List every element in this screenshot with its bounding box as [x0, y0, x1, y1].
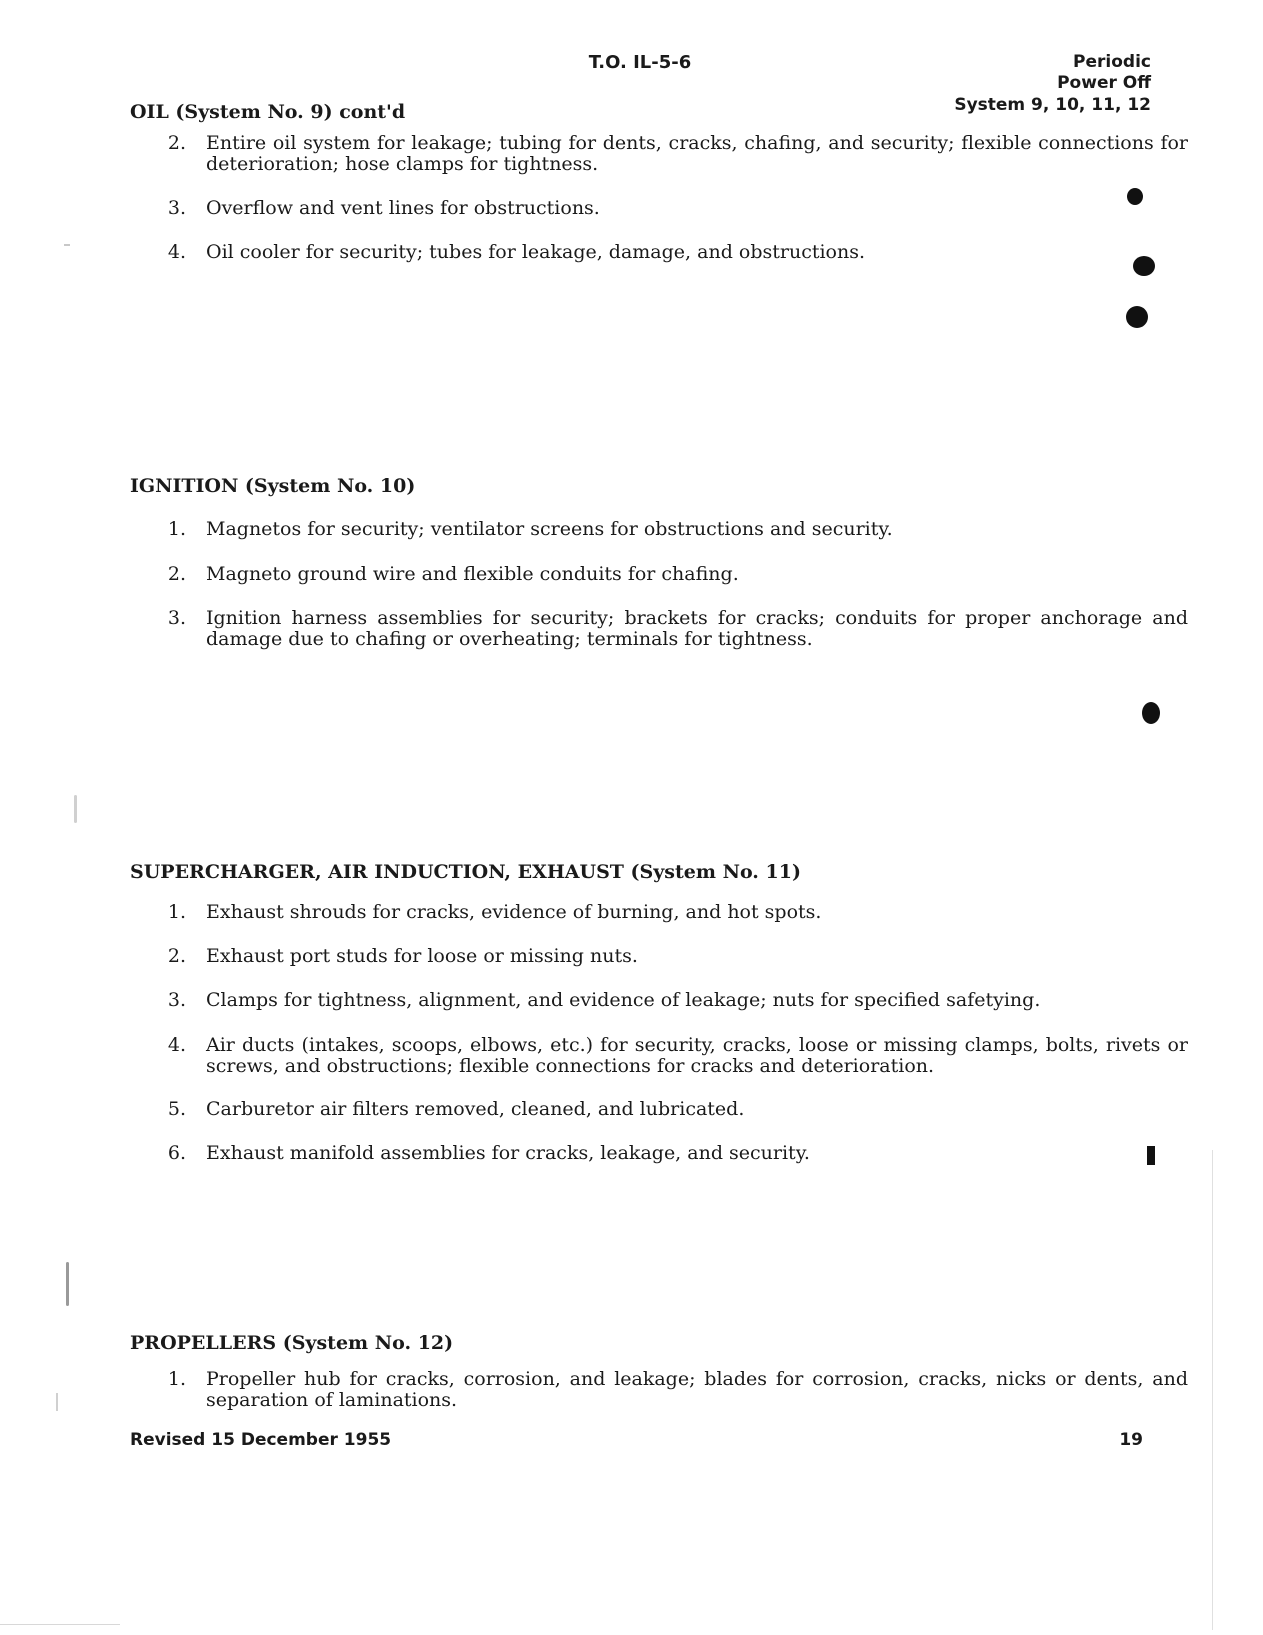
item-number: 1. — [167, 901, 186, 923]
item-text: Magnetos for security; ventilator screens for obstructions and security. — [206, 518, 893, 540]
page-number: 19 — [1119, 1430, 1143, 1450]
scan-edge-line — [1212, 1150, 1213, 1630]
category-label: Periodic — [1073, 52, 1151, 72]
item-number: 4. — [167, 1034, 186, 1056]
item-number: 2. — [167, 132, 186, 154]
punch-hole-mark — [1133, 256, 1155, 276]
scan-speck — [74, 795, 77, 823]
punch-hole-mark — [1142, 702, 1160, 724]
scan-speck — [66, 1262, 69, 1306]
punch-hole-mark — [1127, 188, 1143, 205]
item-text: Exhaust port studs for loose or missing nuts. — [206, 945, 638, 967]
section-heading-ignition: IGNITION (System No. 10) — [130, 475, 416, 497]
item-number: 3. — [167, 197, 186, 219]
power-label: Power Off — [1057, 73, 1151, 93]
item-text: Propeller hub for cracks, corrosion, and leakage; blades for corrosion, cracks, nicks or dents, and separation of laminations. — [206, 1368, 1188, 1411]
section-heading-oil: OIL (System No. 9) cont'd — [130, 101, 406, 123]
item-text: Carburetor air filters removed, cleaned, and lubricated. — [206, 1098, 745, 1120]
section-heading-propellers: PROPELLERS (System No. 12) — [130, 1332, 454, 1354]
item-number: 3. — [167, 989, 186, 1011]
scan-edge-line — [0, 1624, 120, 1625]
scan-speck — [64, 244, 70, 246]
item-number: 1. — [167, 1368, 186, 1390]
item-text: Ignition harness assemblies for security; brackets for cracks; conduits for proper anchorage and damage due to chafing or overheating; terminals for tightness. — [206, 607, 1188, 650]
item-text: Clamps for tightness, alignment, and evidence of leakage; nuts for specified safetying. — [206, 989, 1041, 1011]
item-text: Exhaust shrouds for cracks, evidence of burning, and hot spots. — [206, 901, 822, 923]
item-number: 3. — [167, 607, 186, 629]
item-number: 5. — [167, 1098, 186, 1120]
item-text: Magneto ground wire and flexible conduits for chafing. — [206, 563, 739, 585]
revision-date: Revised 15 December 1955 — [130, 1430, 392, 1450]
punch-hole-mark — [1126, 306, 1148, 328]
section-heading-supercharger: SUPERCHARGER, AIR INDUCTION, EXHAUST (System No. 11) — [130, 861, 801, 883]
systems-label: System 9, 10, 11, 12 — [954, 95, 1151, 115]
document-number: T.O. IL-5-6 — [588, 52, 692, 73]
item-number: 2. — [167, 945, 186, 967]
item-number: 1. — [167, 518, 186, 540]
item-text: Oil cooler for security; tubes for leakage, damage, and obstructions. — [206, 241, 866, 263]
item-number: 4. — [167, 241, 186, 263]
item-text: Overflow and vent lines for obstructions. — [206, 197, 600, 219]
item-number: 2. — [167, 563, 186, 585]
item-text: Entire oil system for leakage; tubing for dents, cracks, chafing, and security; flexible connections for deterioration; hose clamps for tightness. — [206, 132, 1188, 175]
item-text: Exhaust manifold assemblies for cracks, leakage, and security. — [206, 1142, 810, 1164]
scan-speck — [56, 1393, 58, 1411]
item-text: Air ducts (intakes, scoops, elbows, etc.) for security, cracks, loose or missing clamps, bolts, rivets or screws, and obstructions; flexible connections for cracks and deterioration. — [206, 1034, 1188, 1077]
change-bar — [1147, 1146, 1155, 1165]
item-number: 6. — [167, 1142, 186, 1164]
